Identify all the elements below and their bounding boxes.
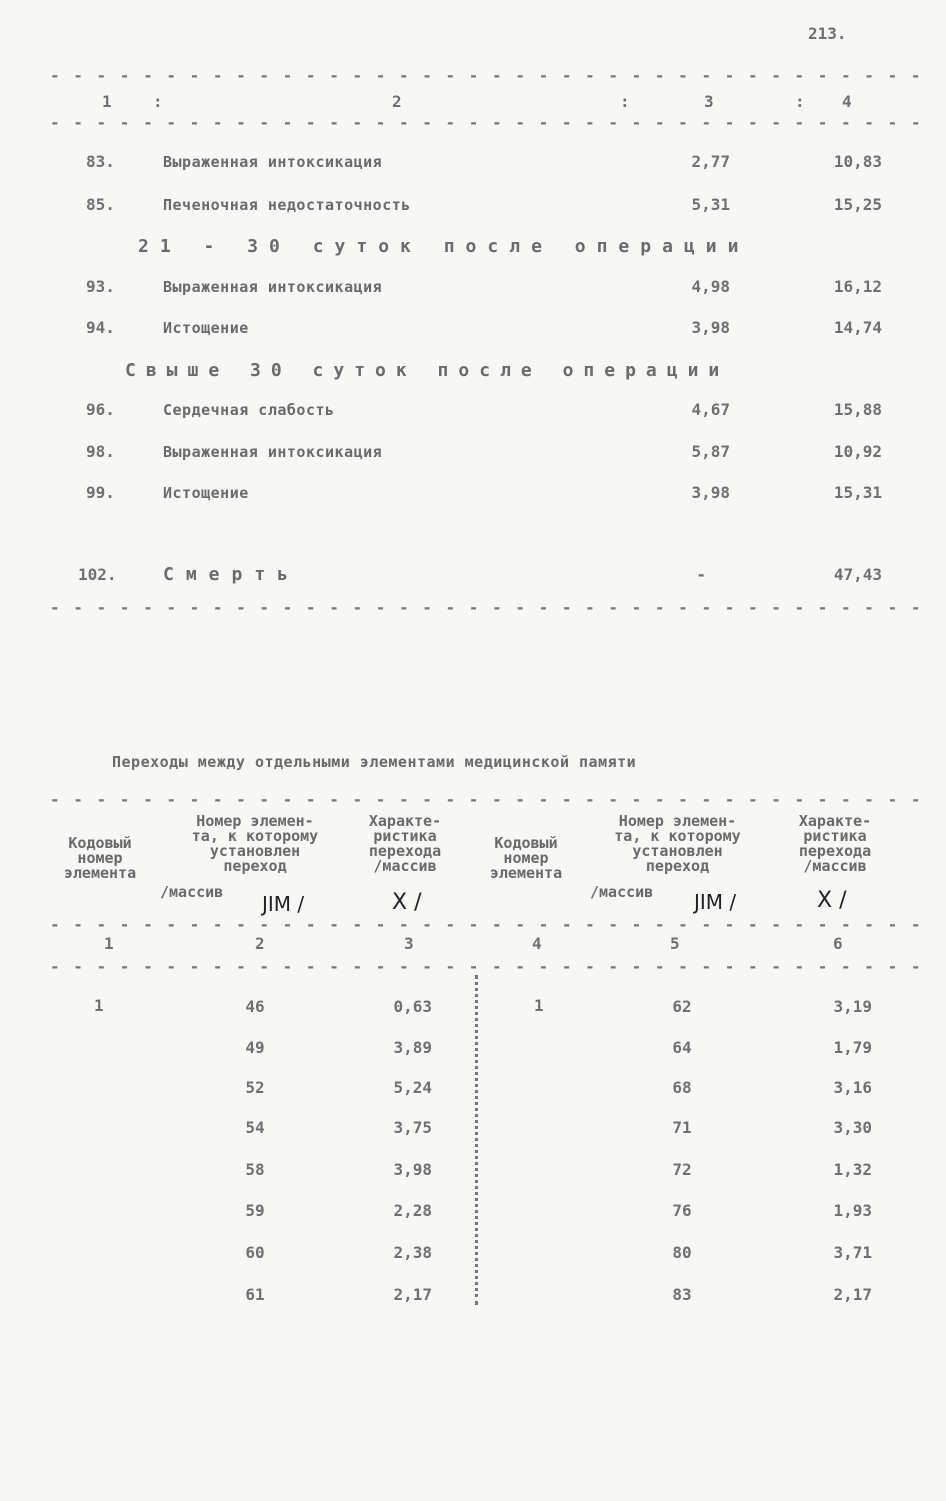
right-target-cell: 62 — [672, 997, 692, 1016]
table1-row-num: 96. — [86, 400, 115, 419]
table1-row-num: 94. — [86, 318, 115, 337]
table1-row-v3: 4,67 — [691, 400, 730, 419]
table2-separator-colnums: - - - - - - - - - - - - - - - - - - - - - - - - - - - - - - - - - - - - - - — [50, 957, 923, 976]
header-target-line4: переход — [223, 857, 287, 875]
table1-col-colon: : — [153, 92, 163, 111]
left-value-cell: 2,38 — [393, 1243, 432, 1262]
header-char-handwritten: X / — [817, 888, 847, 913]
table2-separator-header: - - - - - - - - - - - - - - - - - - - - - - - - - - - - - - - - - - - - - - — [50, 915, 923, 934]
right-target-cell: 68 — [672, 1078, 692, 1097]
left-value-cell: 0,63 — [393, 997, 432, 1016]
right-value-cell: 3,71 — [833, 1243, 872, 1262]
table2-col-4: 4 — [532, 934, 542, 953]
table1-row-num: 83. — [86, 152, 115, 171]
header-code-line2: номер — [77, 849, 123, 867]
header-char-line4: /массив — [373, 857, 437, 875]
right-target-cell: 83 — [672, 1285, 692, 1304]
table1-row-name: Истощение — [163, 319, 249, 337]
right-value-cell: 3,30 — [833, 1118, 872, 1137]
table1-row-num: 93. — [86, 277, 115, 296]
left-target-cell: 46 — [245, 997, 265, 1016]
table2-col-2: 2 — [255, 934, 265, 953]
header-target-line5: /массив — [590, 883, 654, 901]
header-target-line1: Номер элемен- — [618, 812, 737, 830]
right-value-cell: 3,19 — [833, 997, 872, 1016]
right-value-cell: 1,93 — [833, 1201, 872, 1220]
table1-separator-bottom: - - - - - - - - - - - - - - - - - - - - - - - - - - - - - - - - - - - - - - — [50, 598, 923, 617]
table2-col-6: 6 — [833, 934, 843, 953]
table1-row-v4: 10,92 — [833, 442, 882, 461]
table1-row-name: Печеночная недостаточность — [163, 196, 411, 214]
right-value-cell: 1,32 — [833, 1160, 872, 1179]
left-target-cell: 59 — [245, 1201, 265, 1220]
header-char-line2: ристика — [803, 827, 867, 845]
left-target-cell: 49 — [245, 1038, 265, 1057]
header-char-line2: ристика — [373, 827, 437, 845]
table1-row-num: 98. — [86, 442, 115, 461]
left-code-number: 1 — [94, 996, 104, 1015]
header-char-handwritten: X / — [392, 890, 422, 915]
left-target-cell: 61 — [245, 1285, 265, 1304]
right-value-cell: 2,17 — [833, 1285, 872, 1304]
table1-row-v4: 10,83 — [833, 152, 882, 171]
header-target-line5: /массив — [160, 883, 224, 901]
header-target-line4: переход — [645, 857, 710, 875]
table1-row-name: Выраженная интоксикация — [163, 278, 383, 296]
table2-separator-top: - - - - - - - - - - - - - - - - - - - - - - - - - - - - - - - - - - - - - - — [50, 790, 923, 809]
table2-title: Переходы между отдельными элементами медицинской памяти — [112, 753, 637, 771]
left-value-cell: 2,28 — [393, 1201, 432, 1220]
right-target-cell: 72 — [672, 1160, 692, 1179]
table2-col-1: 1 — [104, 934, 114, 953]
table1-col-3: 3 — [704, 92, 714, 111]
right-target-cell: 64 — [672, 1038, 692, 1057]
table1-col-1: 1 — [102, 92, 112, 111]
table1-row-v3: 3,98 — [691, 318, 730, 337]
header-char-line3: перехода — [798, 842, 872, 860]
table1-row-v4: 14,74 — [833, 318, 882, 337]
table1-row-num: 85. — [86, 195, 115, 214]
left-target-cell: 60 — [245, 1243, 265, 1262]
left-value-cell: 2,17 — [393, 1285, 432, 1304]
table1-row-v3: 4,98 — [691, 277, 730, 296]
table1-row-v4: 15,31 — [833, 483, 882, 502]
header-code-line1: Кодовый — [68, 834, 132, 852]
table1-row-v4: 15,88 — [833, 400, 882, 419]
table1-row-v4: 47,43 — [833, 565, 882, 584]
header-code-line1: Кодовый — [494, 834, 558, 852]
table1-col-4: 4 — [842, 92, 852, 111]
header-target-handwritten: JIM / — [262, 892, 305, 916]
table1-section-heading: 21 - 30 суток после операции — [138, 236, 750, 257]
header-char-line4: /массив — [803, 857, 867, 875]
header-char-line3: перехода — [368, 842, 442, 860]
header-code-line2: номер — [503, 849, 549, 867]
header-target-line3: установлен — [209, 842, 301, 860]
table1-row-v3: 5,87 — [691, 442, 730, 461]
header-code-line3: элемента — [489, 864, 563, 882]
table1-row-name: Смерть — [163, 564, 301, 585]
table2-divider — [475, 975, 481, 1305]
table1-row-v3: 3,98 — [691, 483, 730, 502]
table1-row-num: 99. — [86, 483, 115, 502]
table1-row-v3: - — [696, 565, 706, 584]
header-char-line1: Характе- — [368, 812, 442, 830]
table1-separator-top: - - - - - - - - - - - - - - - - - - - - - - - - - - - - - - - - - - - - - - — [50, 66, 923, 85]
table1-separator-header: - - - - - - - - - - - - - - - - - - - - - - - - - - - - - - - - - - - - - - — [50, 113, 923, 132]
header-char-line1: Характе- — [798, 812, 872, 830]
right-target-cell: 76 — [672, 1201, 692, 1220]
table1-section-heading: Свыше 30 суток после операции — [125, 360, 730, 381]
table2-col-5: 5 — [670, 934, 680, 953]
table1-row-v4: 15,25 — [833, 195, 882, 214]
table1-col-colon: : — [620, 92, 630, 111]
left-value-cell: 3,75 — [393, 1118, 432, 1137]
left-value-cell: 3,89 — [393, 1038, 432, 1057]
right-value-cell: 3,16 — [833, 1078, 872, 1097]
right-target-cell: 71 — [672, 1118, 692, 1137]
table1-col-2: 2 — [392, 92, 402, 111]
table1-row-v4: 16,12 — [833, 277, 882, 296]
table1-col-colon: : — [795, 92, 805, 111]
right-value-cell: 1,79 — [833, 1038, 872, 1057]
page-number: 213. — [808, 24, 847, 43]
table1-row-name: Истощение — [163, 484, 249, 502]
table1-row-v3: 2,77 — [691, 152, 730, 171]
left-value-cell: 3,98 — [393, 1160, 432, 1179]
header-code-line3: элемента — [63, 864, 137, 882]
left-value-cell: 5,24 — [393, 1078, 432, 1097]
table1-row-v3: 5,31 — [691, 195, 730, 214]
right-target-cell: 80 — [672, 1243, 692, 1262]
left-target-cell: 54 — [245, 1118, 265, 1137]
header-target-handwritten: JIM / — [694, 890, 737, 914]
table1-row-num: 102. — [78, 565, 117, 584]
header-target-line2: та, к которому — [191, 827, 319, 845]
table2-col-3: 3 — [404, 934, 414, 953]
table1-row-name: Выраженная интоксикация — [163, 443, 383, 461]
header-target-line2: та, к которому — [614, 827, 741, 845]
right-code-number: 1 — [534, 996, 544, 1015]
table1-row-name: Сердечная слабость — [163, 401, 335, 419]
table1-row-name: Выраженная интоксикация — [163, 153, 383, 171]
left-target-cell: 52 — [245, 1078, 265, 1097]
header-target-line1: Номер элемен- — [196, 812, 314, 830]
header-target-line3: установлен — [632, 842, 723, 860]
left-target-cell: 58 — [245, 1160, 265, 1179]
